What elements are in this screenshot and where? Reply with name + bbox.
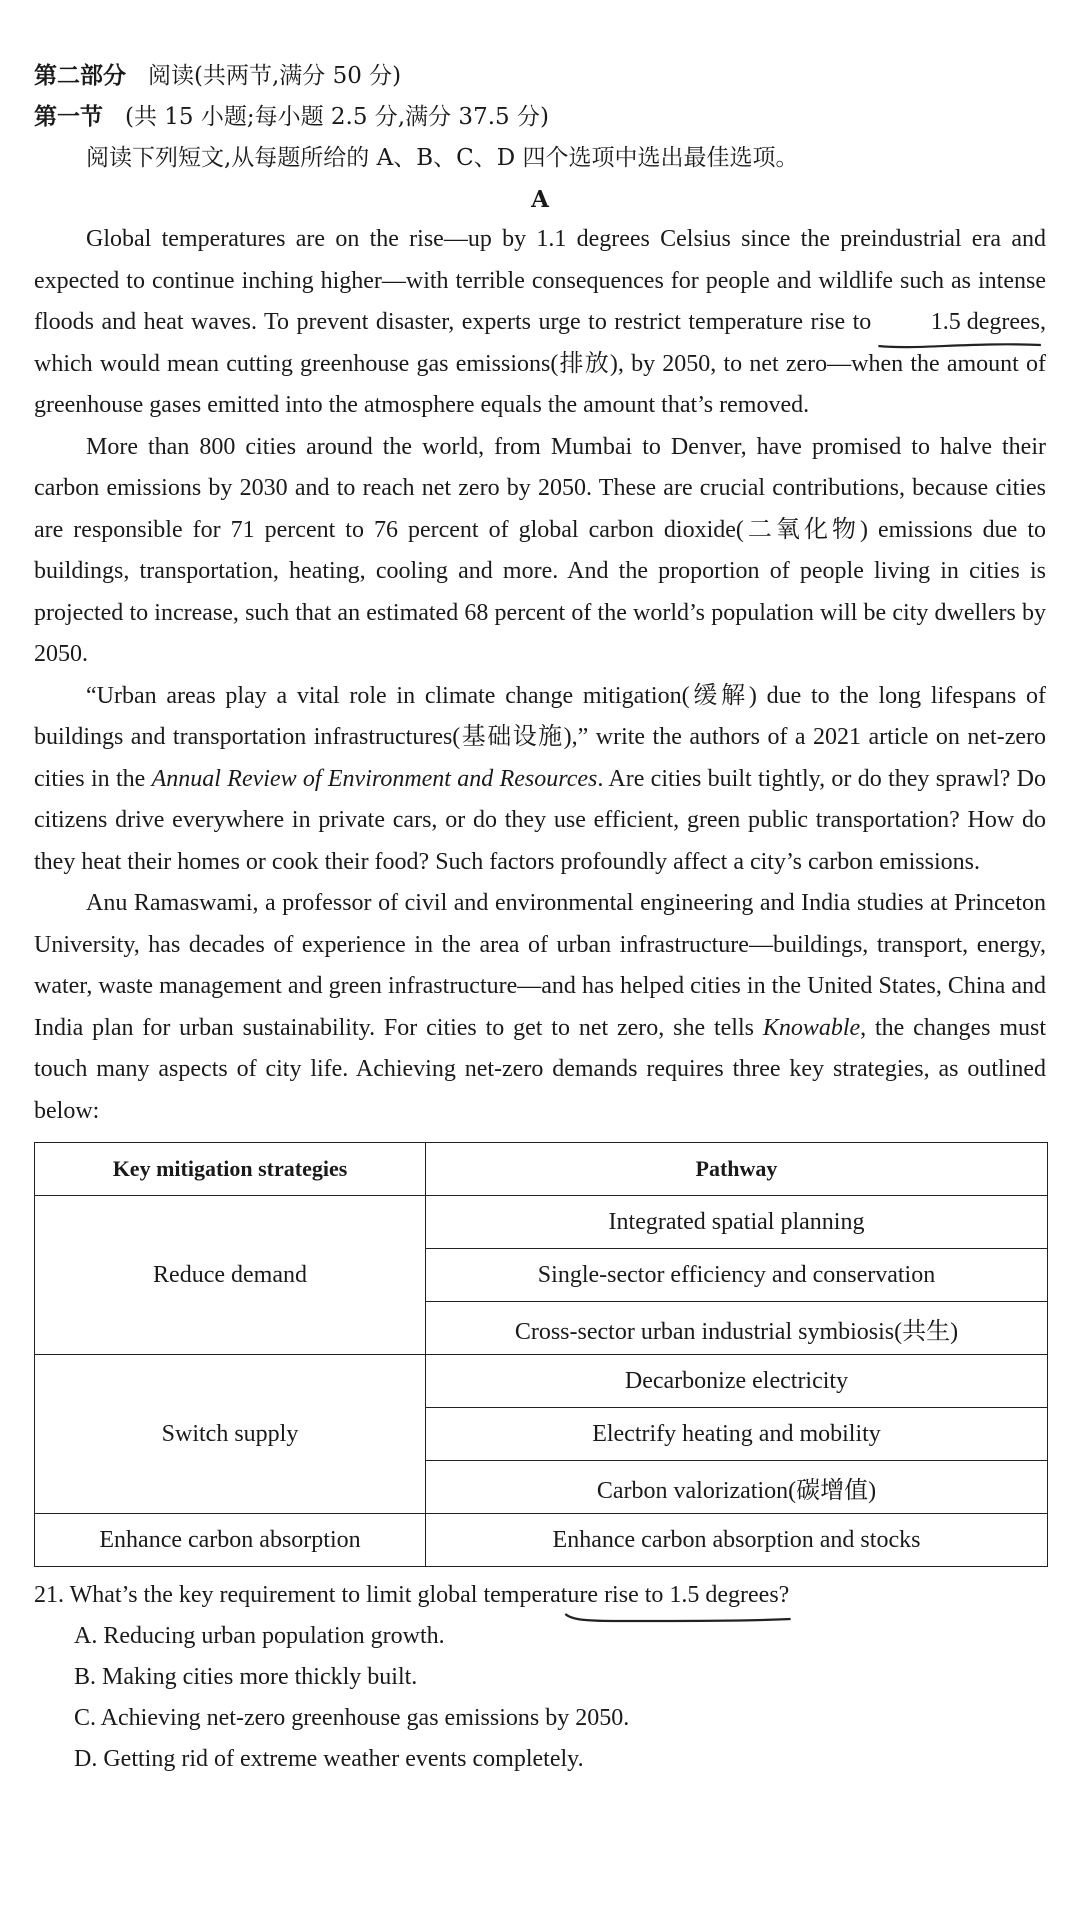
pathway-cell: Integrated spatial planning (426, 1196, 1048, 1249)
instruction: 阅读下列短文,从每题所给的 A、B、C、D 四个选项中选出最佳选项。 (86, 145, 799, 171)
table-row (35, 1196, 1048, 1249)
strategy-cell: Switch supply (35, 1355, 426, 1514)
question-stem: 21. What’s the key requirement to limit global temperat (34, 1582, 568, 1608)
paragraph-4-text-a: Anu Ramaswami, a professor of civil and environmental engineering and India studies at Princeton University, has decades of experience in the area of urban infrastructure—buildings, transport, energy, water, waste management and green infrastructure—and has helped cities in the United States, China and India plan for urban sustainability. For cities to get to net zero, she tells (34, 890, 1046, 1041)
table-row (35, 1514, 1048, 1567)
paragraph-3-text-b: . Are cities built tightly, or do they sprawl? Do citizens drive everywhere in private cars, or do they use efficient, green public transportation? How do they heat their homes or cook their food? Such factors profoundly affect a city’s carbon emissions. (34, 765, 1047, 875)
paragraph-1-text-a: Global temperatures are on the rise—up by 1.1 degrees Celsius since the preindustrial era and expected to continue inching higher—with terrible consequences for people and wildlife such as intense floods and heat waves. To prevent disaster, experts urge to restrict temperature rise to (34, 226, 1046, 335)
option-c: C. Achieving net-zero greenhouse gas emissions by 2050. (74, 1705, 630, 1731)
option-d: D. Getting rid of extreme weather events completely. (74, 1746, 584, 1772)
pen-underline-mark (563, 1611, 793, 1625)
table-header-row (35, 1143, 1048, 1196)
paragraph-3 (34, 676, 1046, 884)
option-b: B. Making cities more thickly built. (74, 1664, 418, 1690)
pathway-cell: Carbon valorization(碳增值) (426, 1461, 1048, 1514)
part-header (34, 56, 1046, 97)
journal-title: Annual Review of Environment and Resources (151, 765, 598, 792)
section-description: (共 15 小题;每小题 2.5 分,满分 37.5 分) (125, 104, 549, 130)
pathway-cell: Single-sector efficiency and conservation (426, 1249, 1048, 1302)
handwritten-underline-1 (879, 302, 1040, 344)
magazine-title: Knowable (762, 1014, 861, 1041)
paragraph-4 (34, 883, 1046, 1132)
underlined-phrase: 1.5 degrees (930, 309, 1040, 335)
question-21 (34, 1575, 1046, 1616)
part-title: 第二部分 (34, 63, 126, 89)
question-underlined-phrase: ure rise to 1.5 degrees? (567, 1582, 790, 1608)
section-title: 第一节 (34, 104, 103, 130)
passage-letter: A (531, 186, 549, 213)
paragraph-1-text-b: , which would mean cutting greenhouse gas emissions(排放), by 2050, to net zero—when the amount of greenhouse gases emitted into the atmosphere equals the amount that’s removed. (34, 309, 1046, 418)
paragraph-1 (34, 219, 1046, 427)
handwritten-underline-2 (567, 1575, 789, 1616)
header-pathway: Pathway (426, 1143, 1048, 1196)
paragraph-4-text-b: , the changes must touch many aspects of city life. Achieving net-zero demands requires three key strategies, as outlined below: (34, 1014, 1046, 1124)
paragraph-3-text-a: “Urban areas play a vital role in climate change mitigation(缓解) due to the long lifespans of buildings and transportation infrastructures(基础设施),” write the authors of a 2021 article on net-zero cities in the (34, 682, 1046, 792)
section-header (34, 97, 1046, 138)
strategies-table (34, 1142, 1048, 1567)
pathway-cell: Cross-sector urban industrial symbiosis(共生) (426, 1302, 1048, 1355)
paragraph-2: More than 800 cities around the world, from Mumbai to Denver, have promised to halve their carbon emissions by 2030 and to reach net zero by 2050. These are crucial contributions, because cities are responsible for 71 percent to 76 percent of global carbon dioxide(二氧化物) emissions due to buildings, transportation, heating, cooling and more. And the proportion of people living in cities is projected to increase, such that an estimated 68 percent of the world’s population will be city dwellers by 2050. (34, 433, 1046, 667)
pen-underline-mark (875, 339, 1044, 353)
header-strategies: Key mitigation strategies (35, 1143, 426, 1196)
part-description: 阅读(共两节,满分 50 分) (148, 63, 402, 89)
option-a: A. Reducing urban population growth. (74, 1623, 445, 1649)
pathway-cell: Decarbonize electricity (426, 1355, 1048, 1408)
pathway-cell: Enhance carbon absorption and stocks (426, 1514, 1048, 1567)
strategy-cell: Reduce demand (35, 1196, 426, 1355)
table-row (35, 1355, 1048, 1408)
pathway-cell: Electrify heating and mobility (426, 1408, 1048, 1461)
strategy-cell: Enhance carbon absorption (35, 1514, 426, 1567)
